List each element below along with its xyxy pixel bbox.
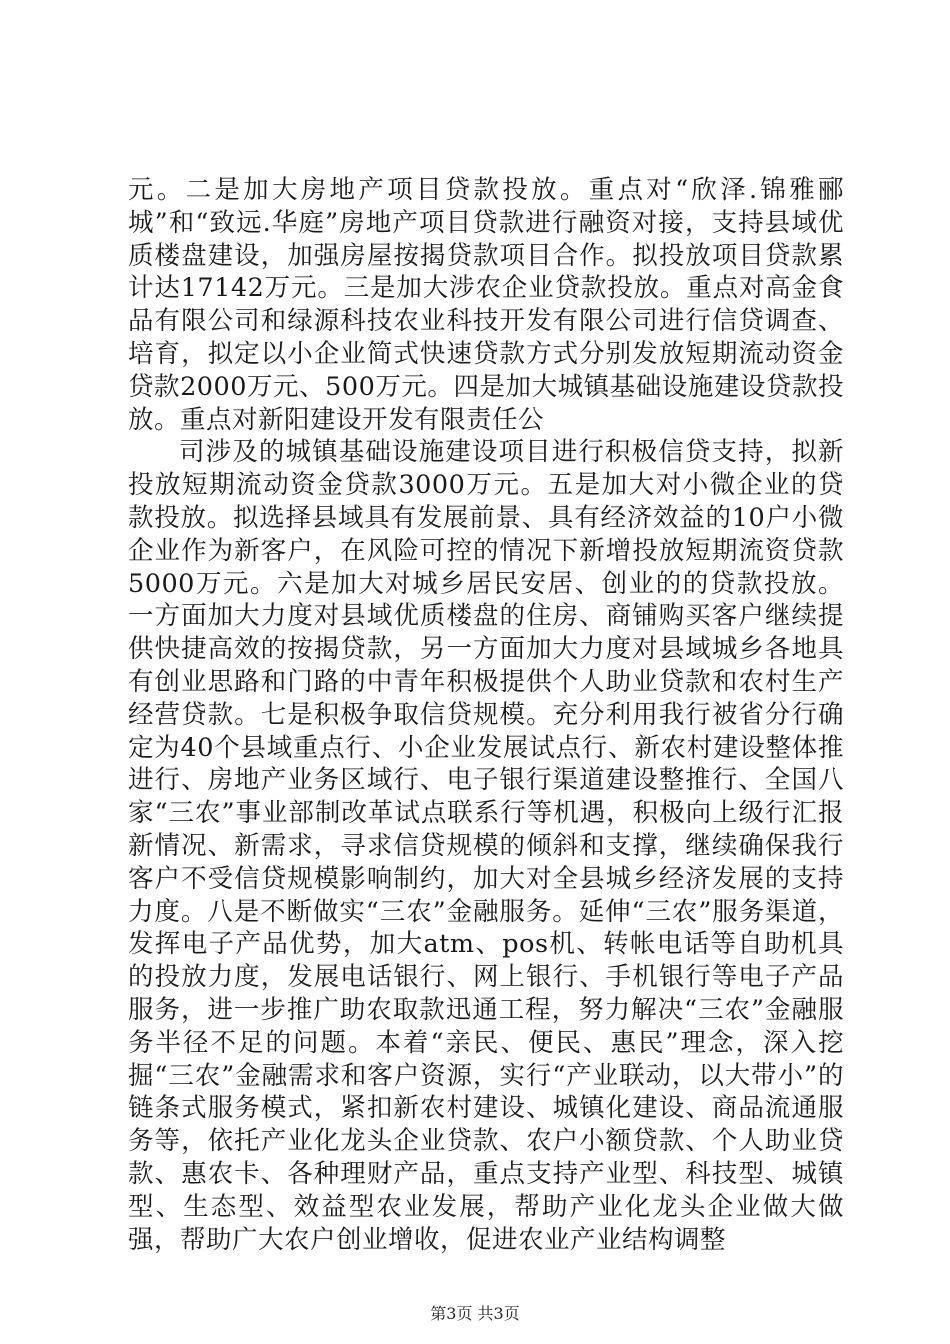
- paragraph-1: 元。二是加大房地产项目贷款投放。重点对“欣泽.锦雅郦城”和“致远.华庭”房地产项目贷款进行融资对接，支持县域优质楼盘建设，加强房屋按揭贷款项目合作。拟投放项目贷款累计达17142万元。三是加大涉农企业贷款投放。重点对高金食品有限公司和绿源科技农业科技开发有限公司进行信贷调查、培育，拟定以小企业简式快速贷款方式分别发放短期流动资金贷款2000万元、500万元。四是加大城镇基础设施建设贷款投放。重点对新阳建设开发有限责任公: [128, 175, 844, 435]
- page-footer: 第3页 共3页: [430, 1304, 520, 1323]
- paragraph-2: 司涉及的城镇基础设施建设项目进行积极信贷支持，拟新投放短期流动资金贷款3000万元。五是加大对小微企业的贷款投放。拟选择县域具有发展前景、具有经济效益的10户小微企业作为新客户，在风险可控的情况下新增投放短期流资贷款5000万元。六是加大对城乡居民安居、创业的的贷款投放。一方面加大力度对县域优质楼盘的住房、商铺购买客户继续提供快捷高效的按揭贷款，另一方面加大力度对县域城乡各地具有创业思路和门路的中青年积极提供个人助业贷款和农村生产经营贷款。七是积极争取信贷规模。充分利用我行被省分行确定为40个县域重点行、小企业发展试点行、新农村建设整体推进行、房地产业务区域行、电子银行渠道建设整推行、全国八家“三农”事业部制改革试点联系行等机遇，积极向上级行汇报新情况、新需求，寻求信贷规模的倾斜和支撑，继续确保我行客户不受信贷规模影响制约，加大对全县城乡经济发展的支持力度。八是不断做实“三农”金融服务。延伸“三农”服务渠道，发挥电子产品优势，加大atm、pos机、转帐电话等自助机具的投放力度，发展电话银行、网上银行、手机银行等电子产品服务，进一步推广助农取款迅通工程，努力解决“三农”金融服务半径不足的问题。本着“亲民、便民、惠民”理念，深入挖掘“三农”金融需求和客户资源，实行“产业联动，以大带小”的链条式服务模式，紧扣新农村建设、城镇化建设、商品流通服务等，依托产业化龙头企业贷款、农户小额贷款、个人助业贷款、惠农卡、各种理财产品，重点支持产业型、科技型、城镇型、生态型、效益型农业发展，帮助产业化龙头企业做大做强，帮助广大农户创业增收，促进农业产业结构调整: [128, 437, 844, 1255]
- document-body: [128, 174, 844, 1256]
